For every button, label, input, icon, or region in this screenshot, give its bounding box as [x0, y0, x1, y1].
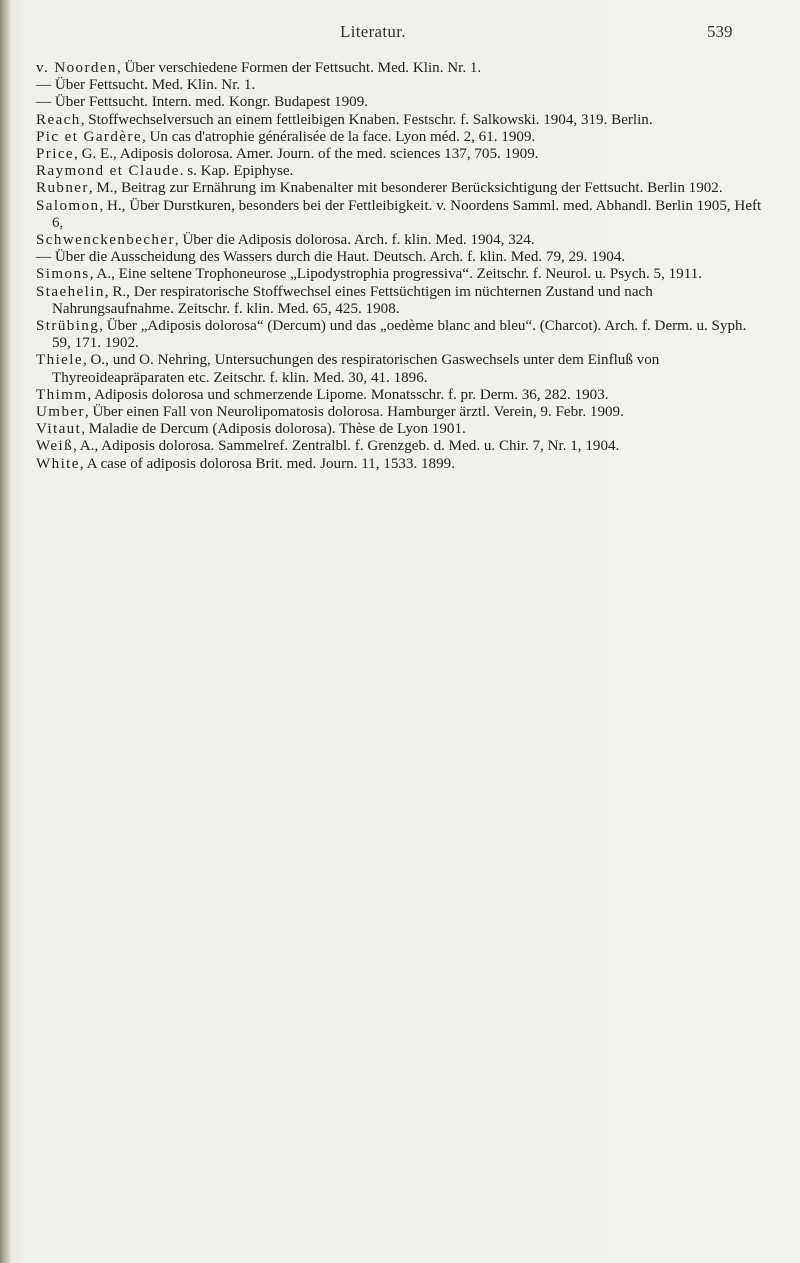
reference-author: v. Noorden: [36, 60, 117, 76]
reference-author: Price: [36, 146, 75, 163]
reference-text: , Maladie de Dercum (Adiposis dolorosa). Thèse de Lyon 1901.: [81, 421, 466, 438]
reference-entry: [36, 352, 768, 386]
reference-author: Weiß: [36, 438, 74, 455]
reference-text: , A., Eine seltene Trophoneurose „Lipodystrophia progressiva“. Zeitschr. f. Neurol. u. Psych. 5, 1911.: [89, 266, 703, 283]
reference-author: Thimm: [36, 386, 88, 403]
reference-author: Rubner: [36, 180, 89, 197]
reference-author: Staehelin: [36, 283, 105, 300]
reference-entry: [36, 112, 768, 129]
reference-text: — Über die Ausscheidung des Wassers durch die Haut. Deutsch. Arch. f. klin. Med. 79, 29. 1904.: [36, 249, 626, 266]
reference-author: Thiele: [36, 352, 83, 369]
reference-entry: [36, 163, 768, 180]
reference-entry: [36, 284, 768, 318]
reference-text: , R., Der respiratorische Stoffwechsel eines Fettsüchtigen im nüchternen Zustand und nach Nahrungsaufnahme. Zeitschr. f. klin. Med. 65, 425. 1908.: [52, 283, 653, 317]
reference-author: Vitaut: [36, 421, 82, 438]
reference-author: Strübing: [36, 318, 100, 335]
reference-entry: [36, 232, 768, 249]
page-number: 539: [707, 22, 733, 41]
reference-author: Umber: [36, 404, 85, 421]
reference-author: Schwenckenbecher: [36, 232, 175, 249]
reference-entry: [36, 404, 768, 421]
reference-entry: [36, 421, 768, 438]
reference-entry: [36, 198, 768, 232]
reference-entry: [36, 249, 768, 266]
reference-entry: [36, 77, 768, 94]
page-binding-edge: [0, 0, 10, 1263]
reference-entry: [36, 266, 768, 283]
reference-text: , Über verschiedene Formen der Fettsucht. Med. Klin. Nr. 1.: [116, 60, 482, 76]
reference-text: , Über „Adiposis dolorosa“ (Dercum) und das „oedème blanc and bleu“. (Charcot). Arch. f. Derm. u. Syph. 59, 171. 1902.: [52, 318, 747, 352]
reference-entry: [36, 129, 768, 146]
reference-text: , Un cas d'atrophie généralisée de la face. Lyon méd. 2, 61. 1909.: [141, 128, 536, 145]
running-title: Literatur.: [340, 22, 406, 41]
reference-text: , M., Beitrag zur Ernährung im Knabenalter mit besonderer Berücksichtigung der Fettsucht. Berlin 1902.: [88, 180, 723, 197]
reference-author: Simons: [36, 266, 90, 283]
reference-entry: [36, 94, 768, 111]
reference-entry: [36, 180, 768, 197]
reference-text: , A case of adiposis dolorosa Brit. med. Journ. 11, 1533. 1899.: [79, 455, 455, 472]
reference-text: , G. E., Adiposis dolorosa. Amer. Journ. of the med. sciences 137, 705. 1909.: [74, 146, 539, 163]
reference-entry: [36, 146, 768, 163]
reference-author: Pic et Gardère: [36, 128, 142, 145]
reference-text: , Adiposis dolorosa und schmerzende Lipome. Monatsschr. f. pr. Derm. 36, 282. 1903.: [87, 386, 609, 403]
reference-entry: [36, 438, 768, 455]
reference-entry: [36, 387, 768, 404]
reference-text: . s. Kap. Epiphyse.: [179, 163, 294, 180]
reference-text: — Über Fettsucht. Med. Klin. Nr. 1.: [36, 77, 256, 94]
reference-text: , O., und O. Nehring, Untersuchungen des respiratorischen Gaswechsels unter dem Einfluß von Thyreoideapräparaten etc. Zeitschr. f. klin. Med. 30, 41. 1896.: [52, 352, 660, 386]
reference-text: , Stoffwechselversuch an einem fettleibigen Knaben. Festschr. f. Salkowski. 1904, 319. Berlin.: [80, 111, 653, 128]
page-header: [0, 14, 800, 44]
reference-text: , Über die Adiposis dolorosa. Arch. f. klin. Med. 1904, 324.: [174, 232, 535, 249]
reference-author: Salomon: [36, 197, 100, 214]
reference-entry: [36, 318, 768, 352]
reference-list: [36, 60, 768, 473]
reference-text: , Über einen Fall von Neurolipomatosis dolorosa. Hamburger ärztl. Verein, 9. Febr. 1909.: [84, 404, 624, 421]
reference-text: — Über Fettsucht. Intern. med. Kongr. Budapest 1909.: [36, 94, 369, 111]
reference-author: Reach: [36, 111, 81, 128]
reference-entry: [36, 60, 768, 77]
reference-author: White: [36, 455, 80, 472]
reference-author: Raymond et Claude: [36, 163, 180, 180]
reference-entry: [36, 456, 768, 473]
reference-text: , A., Adiposis dolorosa. Sammelref. Zentralbl. f. Grenzgeb. d. Med. u. Chir. 7, Nr. 1, 1904.: [73, 438, 620, 455]
reference-text: , H., Über Durstkuren, besonders bei der Fettleibigkeit. v. Noordens Samml. med. Abhandl. Berlin 1905, Heft 6,: [52, 197, 762, 231]
